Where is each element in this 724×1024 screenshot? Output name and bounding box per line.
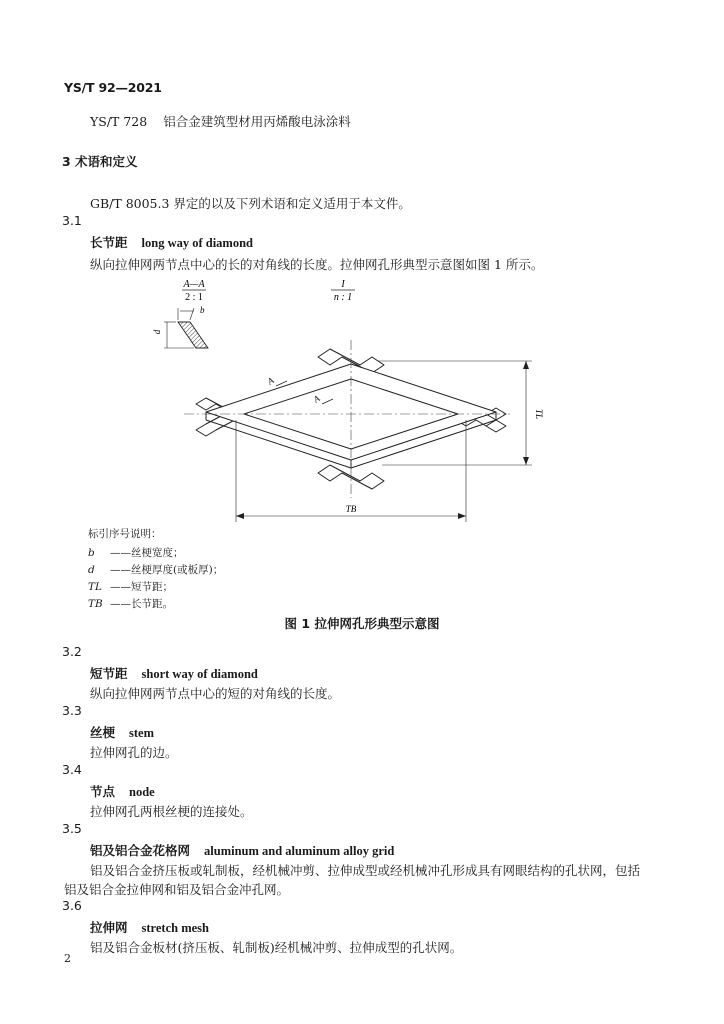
standard-code: YS/T 92—2021 (64, 80, 162, 95)
legend-text: ——长节距。 (110, 598, 173, 610)
term-definition: 纵向拉伸网两节点中心的短的对角线的长度。 (90, 686, 341, 701)
term-definition: 铝及铝合金挤压板或轧制板，经机械冲剪、拉伸成型或经机械冲孔形成具有网眼结构的孔状网，包括 (90, 863, 641, 878)
term-cn: 丝梗 (90, 725, 116, 740)
legend-item (88, 562, 223, 577)
cut-marker-a2: A (311, 393, 322, 405)
term-definition: 拉伸网孔两根丝梗的连接处。 (90, 804, 253, 819)
term-heading (90, 233, 253, 251)
term-heading (90, 918, 209, 936)
clause-number: 3.4 (62, 762, 82, 777)
dim-d-label: d (152, 329, 162, 335)
legend-text: ——丝梗宽度； (110, 547, 184, 559)
legend-symbol: TB (88, 598, 103, 610)
dim-b-label: b (200, 305, 205, 315)
term-heading (90, 723, 154, 741)
term-definition: 纵向拉伸网两节点中心的长的对角线的长度。拉伸网孔形典型示意图如图 1 所示。 (90, 257, 544, 272)
clause-number: 3.1 (62, 213, 82, 228)
detail-label: I (341, 279, 345, 290)
figure-caption: 图 1 拉伸网孔形典型示意图 (284, 616, 440, 631)
clause-number: 3.2 (62, 644, 82, 659)
clause-number: 3.3 (62, 703, 82, 718)
term-cn: 长节距 (90, 235, 128, 250)
dim-tb-label: TB (345, 504, 357, 514)
reference-code: YS/T 728 (90, 114, 148, 129)
page-number: 2 (64, 952, 71, 965)
normative-reference (90, 112, 351, 130)
legend-text: ——丝梗厚度(或板厚)； (110, 564, 224, 576)
term-cn: 节点 (90, 784, 116, 799)
detail-scale: n : 1 (333, 292, 353, 303)
term-definition-cont: 铝及铝合金拉伸网和铝及铝合金冲孔网。 (64, 882, 290, 897)
figure-diamond-mesh (0, 270, 724, 530)
legend-symbol: TL (88, 581, 102, 593)
section-scale: 2 : 1 (185, 292, 203, 303)
term-cn: 拉伸网 (90, 920, 128, 935)
term-heading (90, 841, 394, 859)
legend-item (88, 596, 173, 611)
dim-tl-label: TL (534, 408, 544, 420)
legend-title: 标引序号说明： (88, 528, 162, 540)
term-heading (90, 664, 258, 682)
section-label: A—A (183, 279, 205, 290)
term-en: aluminum and aluminum alloy grid (204, 844, 395, 858)
legend-text: ——短节距； (110, 581, 173, 593)
term-en: stretch mesh (141, 921, 209, 935)
term-heading (90, 782, 155, 800)
reference-title: 铝合金建筑型材用丙烯酸电泳涂料 (163, 114, 351, 129)
clause-number: 3.5 (62, 821, 82, 836)
term-en: short way of diamond (141, 667, 258, 681)
legend-item (88, 545, 184, 560)
term-cn: 短节距 (90, 666, 128, 681)
section-view (152, 305, 208, 348)
term-definition: 拉伸网孔的边。 (90, 745, 178, 760)
term-en: long way of diamond (141, 236, 253, 250)
legend-symbol: b (88, 547, 95, 559)
term-definition: 铝及铝合金板材(挤压板、轧制板)经机械冲剪、拉伸成型的孔状网。 (90, 940, 463, 955)
section-title: 3 术语和定义 (62, 154, 138, 169)
term-en: stem (129, 726, 155, 740)
term-en: node (129, 785, 155, 799)
clause-number: 3.6 (62, 898, 82, 913)
legend-item (88, 579, 173, 594)
legend-symbol: d (88, 564, 95, 576)
term-cn: 铝及铝合金花格网 (90, 843, 191, 858)
cut-marker-a1: A (265, 375, 276, 387)
section-intro: GB/T 8005.3 界定的以及下列术语和定义适用于本文件。 (90, 196, 411, 211)
